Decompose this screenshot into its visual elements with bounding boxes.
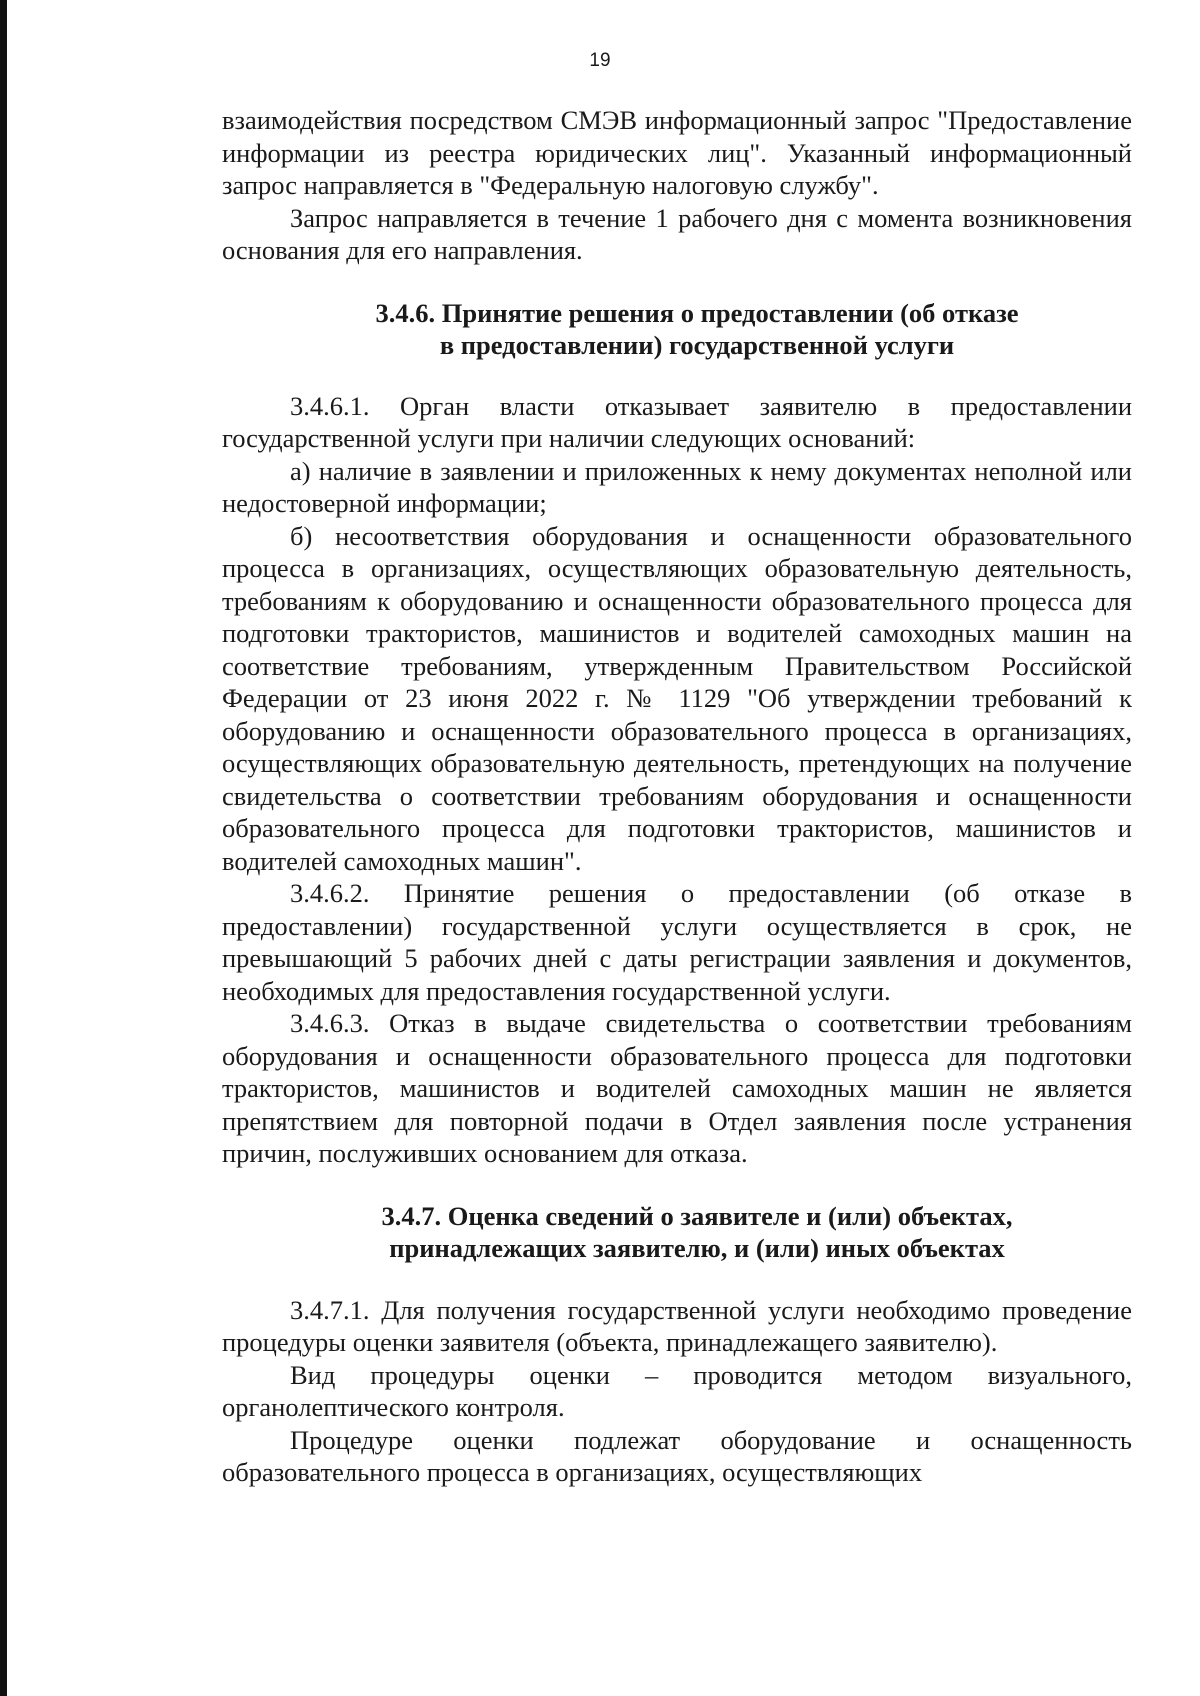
paragraph-request-deadline: Запрос направляется в течение 1 рабочего дня с момента возникновения основания для его направления. [222,202,1132,265]
scan-edge [0,0,7,1696]
section-heading-3-4-6 [222,297,1132,362]
section-heading-3-4-7 [222,1200,1132,1265]
page-number: 19 [589,50,611,71]
document-body [222,104,1132,1489]
paragraph-assessment-type: Вид процедуры оценки – проводится методом визуального, органолептического контроля. [222,1359,1132,1422]
paragraph-3-4-6-3: 3.4.6.3. Отказ в выдаче свидетельства о соответствии требованиям оборудования и оснащенности образовательного процесса для подготовки трактористов, машинистов и водителей самоходных машин не является препятствием для повторной подачи в Отдел заявления после устранения причин, послуживших основанием для отказа. [222,1008,1132,1168]
list-item-b: б) несоответствия оборудования и оснащенности образовательного процесса в организациях, осуществляющих образовательную деятельность, требованиям к оборудованию и оснащенности образовательного процесса для подготовки трактористов, машинистов и водителей самоходных машин на соответствие требованиям, утвержденным Правительством Российской Федерации от 23 июня 2022 г. № 1129 "Об утверждении требований к оборудованию и оснащенности образовательного процесса в организациях, осуществляющих образовательную деятельность, претендующих на получение свидетельства о соответствии требованиям оборудования и оснащенности образовательного процесса для подготовки трактористов, машинистов и водителей самоходных машин". [222,520,1132,876]
section-heading-line: в предоставлении) государственной услуги [439,330,955,360]
paragraph-3-4-6-1: 3.4.6.1. Орган власти отказывает заявителю в предоставлении государственной услуги при наличии следующих оснований: [222,390,1132,453]
section-heading-line: принадлежащих заявителю, и (или) иных объектах [389,1233,1005,1263]
paragraph-3-4-6-2: 3.4.6.2. Принятие решения о предоставлении (об отказе в предоставлении) государственной услуги осуществляется в срок, не превышающий 5 рабочих дней с даты регистрации заявления и документов, необходимых для предоставления государственной услуги. [222,878,1132,1006]
paragraph-assessment-subject: Процедуре оценки подлежат оборудование и оснащенность образовательного процесса в организациях, осуществляющих [222,1424,1132,1487]
section-heading-line: 3.4.6. Принятие решения о предоставлении (об отказе [375,297,1019,328]
list-item-a: а) наличие в заявлении и приложенных к нему документах неполной или недостоверной информации; [222,455,1132,518]
section-heading-line: 3.4.7. Оценка сведений о заявителе и (или) объектах, [381,1200,1013,1231]
paragraph-smev-request: взаимодействия посредством СМЭВ информационный запрос "Предоставление информации из реестра юридических лиц". Указанный информационный запрос направляется в "Федеральную налоговую службу". [222,105,1132,200]
paragraph-3-4-7-1: 3.4.7.1. Для получения государственной услуги необходимо проведение процедуры оценки заявителя (объекта, принадлежащего заявителю). [222,1294,1132,1357]
